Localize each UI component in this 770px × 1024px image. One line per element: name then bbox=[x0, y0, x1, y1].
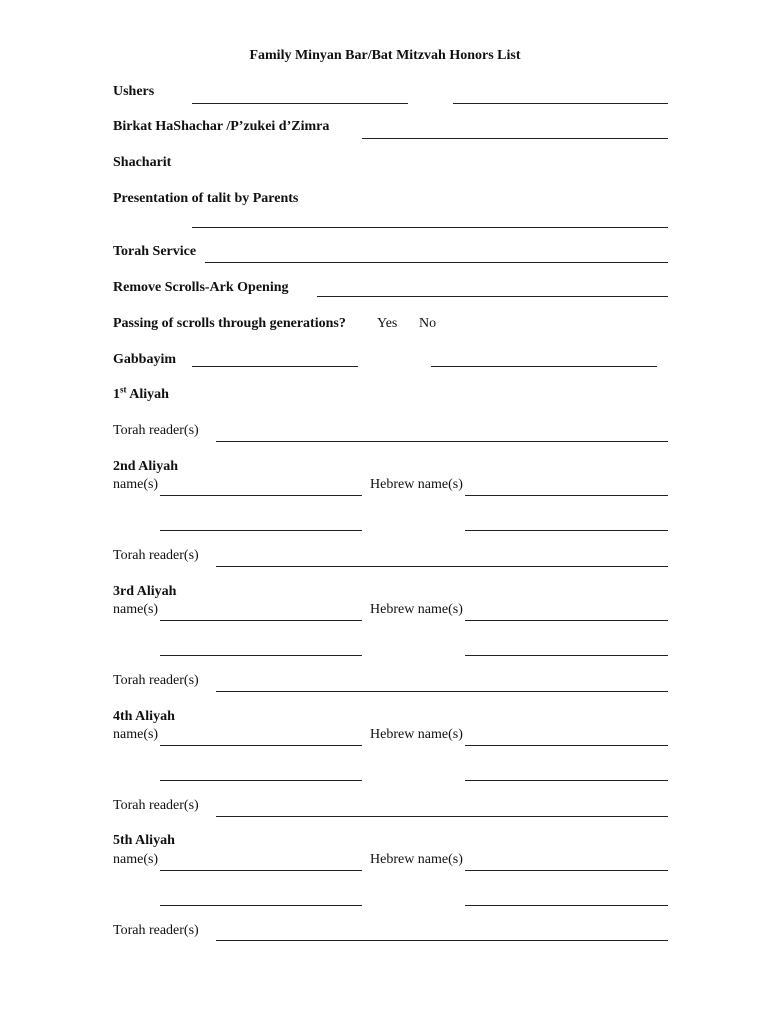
gabbayim-line-2[interactable] bbox=[431, 366, 657, 367]
talit-line[interactable] bbox=[192, 227, 668, 228]
first-aliyah-ordinal: st bbox=[120, 384, 127, 395]
names-label-5: name(s) bbox=[113, 852, 159, 867]
first-aliyah-number: 1 bbox=[113, 387, 120, 402]
passing-yes-option[interactable]: Yes bbox=[377, 316, 398, 331]
remove-scrolls-line[interactable] bbox=[317, 296, 668, 297]
hebrew-names-line-2b[interactable] bbox=[465, 530, 668, 531]
aliyah-heading-5: 5th Aliyah bbox=[113, 833, 175, 848]
names-line-2b[interactable] bbox=[160, 530, 362, 531]
hebrew-names-line-3a[interactable] bbox=[465, 620, 668, 621]
torah-reader-line-1[interactable] bbox=[216, 441, 668, 442]
names-line-5a[interactable] bbox=[160, 870, 362, 871]
names-line-2a[interactable] bbox=[160, 495, 362, 496]
ushers-label: Ushers bbox=[113, 84, 155, 99]
hebrew-names-label-4: Hebrew name(s) bbox=[370, 727, 463, 742]
names-line-4a[interactable] bbox=[160, 745, 362, 746]
aliyah-heading-3: 3rd Aliyah bbox=[113, 584, 177, 599]
torah-reader-line-5[interactable] bbox=[216, 940, 668, 941]
hebrew-names-line-4a[interactable] bbox=[465, 745, 668, 746]
torah-service-line[interactable] bbox=[205, 262, 668, 263]
birkat-label: Birkat HaShachar /P’zukei d’Zimra bbox=[113, 119, 330, 134]
names-label-4: name(s) bbox=[113, 727, 159, 742]
torah-reader-label-5: Torah reader(s) bbox=[113, 923, 199, 938]
names-line-4b[interactable] bbox=[160, 780, 362, 781]
hebrew-names-label-2: Hebrew name(s) bbox=[370, 477, 463, 492]
torah-reader-label-3: Torah reader(s) bbox=[113, 673, 199, 688]
hebrew-names-line-3b[interactable] bbox=[465, 655, 668, 656]
hebrew-names-line-2a[interactable] bbox=[465, 495, 668, 496]
torah-service-label: Torah Service bbox=[113, 244, 197, 259]
torah-reader-label-1: Torah reader(s) bbox=[113, 423, 199, 438]
torah-reader-label-2: Torah reader(s) bbox=[113, 548, 199, 563]
talit-label: Presentation of talit by Parents bbox=[113, 191, 299, 206]
page-title: Family Minyan Bar/Bat Mitzvah Honors List bbox=[249, 48, 521, 63]
names-line-3a[interactable] bbox=[160, 620, 362, 621]
torah-reader-line-4[interactable] bbox=[216, 816, 668, 817]
hebrew-names-line-5a[interactable] bbox=[465, 870, 668, 871]
names-label-3: name(s) bbox=[113, 602, 159, 617]
first-aliyah-heading bbox=[113, 384, 169, 402]
torah-reader-label-4: Torah reader(s) bbox=[113, 798, 199, 813]
torah-reader-line-3[interactable] bbox=[216, 691, 668, 692]
names-line-5b[interactable] bbox=[160, 905, 362, 906]
gabbayim-line-1[interactable] bbox=[192, 366, 358, 367]
gabbayim-label: Gabbayim bbox=[113, 352, 177, 367]
passing-label: Passing of scrolls through generations? bbox=[113, 316, 346, 331]
passing-no-option[interactable]: No bbox=[419, 316, 437, 331]
shacharit-label: Shacharit bbox=[113, 155, 172, 170]
aliyah-heading-2: 2nd Aliyah bbox=[113, 459, 178, 474]
hebrew-names-label-3: Hebrew name(s) bbox=[370, 602, 463, 617]
aliyah-heading-4: 4th Aliyah bbox=[113, 709, 175, 724]
remove-scrolls-label: Remove Scrolls-Ark Opening bbox=[113, 280, 289, 295]
ushers-line-1[interactable] bbox=[192, 103, 408, 104]
torah-reader-line-2[interactable] bbox=[216, 566, 668, 567]
first-aliyah-word: Aliyah bbox=[129, 387, 169, 402]
hebrew-names-line-5b[interactable] bbox=[465, 905, 668, 906]
names-line-3b[interactable] bbox=[160, 655, 362, 656]
hebrew-names-label-5: Hebrew name(s) bbox=[370, 852, 463, 867]
birkat-line[interactable] bbox=[362, 138, 668, 139]
hebrew-names-line-4b[interactable] bbox=[465, 780, 668, 781]
ushers-line-2[interactable] bbox=[453, 103, 668, 104]
names-label-2: name(s) bbox=[113, 477, 159, 492]
